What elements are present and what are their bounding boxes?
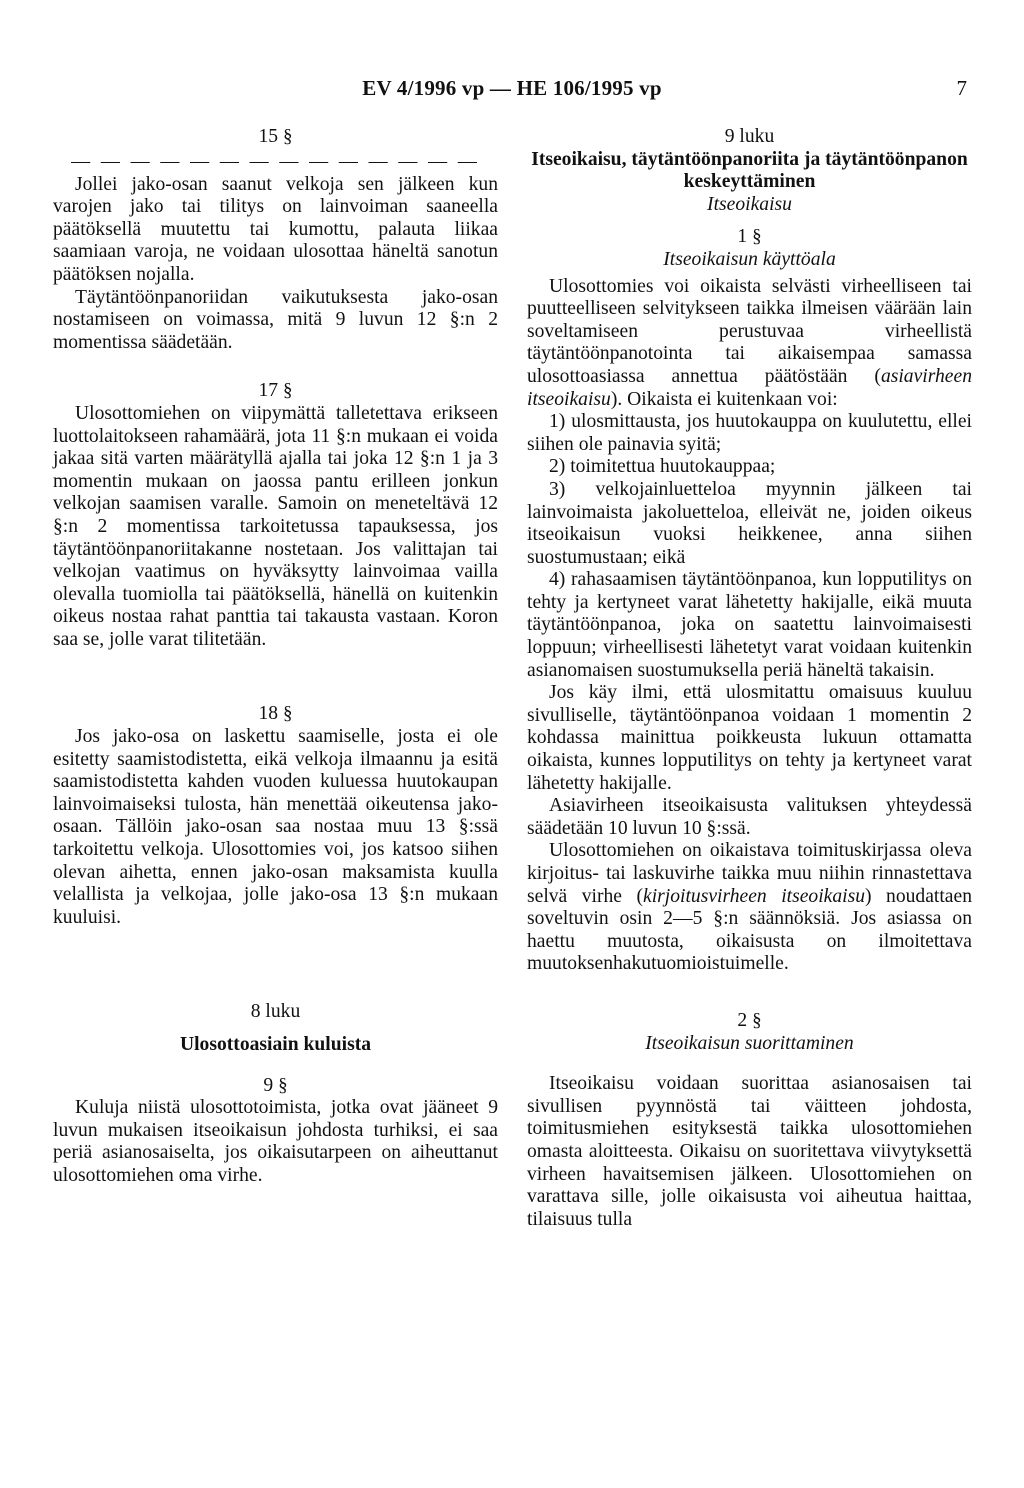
chapter-8-title: Ulosottoasiain kuluista [179,1034,372,1055]
list-item-2: 2) toimitettua huutokauppaa; [549,456,776,478]
section-1-paragraph-2: Jos käy ilmi, että ulosmitattu omaisuus kuuluu sivulliselle, täytäntöönpanoa voidaan 1 momentin 2 kohdassa mainittua poikkeusta lukuun ottamatta oikaista, kunnes lopputilitys on tehty ja kertyneet varat lähetetty hakijalle. [527,682,972,794]
paragraph-text: Ulosottomies voi oikaista selvästi virheelliseen tai puutteelliseen selvitykseen taikka ilmeisen väärään lain soveltamiseen perustuvaa virheellistä täytäntöönpanotointa tai aikaisempaa samassa ulosottoasiassa annettua päätöstään ( [527,275,972,387]
section-number: 18 [258,703,279,725]
section-number: 1 [737,226,748,248]
section-sign: § [283,380,293,402]
chapter-9-subtitle: Itseoikaisu [707,193,792,215]
section-sign: § [283,126,293,147]
section-17-heading [53,380,498,403]
section-sign: § [752,226,762,248]
paragraph-text: ). Oikaista ei kuitenkaan voi: [610,388,838,410]
section-1-paragraph-4 [527,840,972,976]
page-number: 7 [956,76,967,100]
section-number: 9 [263,1074,274,1096]
section-2-heading [527,1010,972,1033]
paragraph-text: Ulosottomiehen on oikaistava toimituskirjassa oleva kirjoitus- tai laskuvirhe taikka muu niihin rinnastettava selvä virhe ( [527,840,972,907]
chapter-8-label: 8 luku [250,1001,301,1023]
page-header [0,76,1024,106]
section-number: 15 [258,126,279,147]
section-1-paragraph-1 [527,276,972,412]
section-15-heading [53,126,498,149]
section-9-paragraph-1: Kuluja niistä ulosottotoimista, jotka ovat jääneet 9 luvun mukaisen itseoikaisun johdosta turhiksi, ei saa periä asianosaiselta, jos oikaisutarpeen on aiheuttanut ulosottomiehen oma virhe. [53,1097,498,1186]
list-item-1: 1) ulosmittausta, jos huutokauppa on kuulutettu, ellei siihen ole painavia syitä; [527,411,972,455]
paragraph-text: ) noudattaen soveltuvin osin 2—5 §:n säännöksiä. Jos asiassa on haettu muutosta, oikaisusta on ilmoitettava muutoksenhakutuomioistuimelle. [527,885,973,975]
left-column [53,126,498,1188]
header-title: EV 4/1996 vp — HE 106/1995 vp [362,76,662,100]
section-number: 2 [737,1009,748,1031]
section-sign: § [283,703,293,725]
section-9-heading [53,1075,498,1098]
right-column [527,126,972,1231]
section-number: 17 [258,380,279,402]
chapter-9-label: 9 luku [724,126,775,147]
list-item-3: 3) velkojainluetteloa myynnin jälkeen tai lainvoimaista jakoluetteloa, elleivät ne, joiden oikeus itseoikaisun vuoksi heikkenee, anna siihen suostumustaan; eikä [527,478,972,568]
section-2-paragraph-1: Itseoikaisu voidaan suorittaa asianosaisen tai sivullisen pyynnöstä tai väitteen johdosta, toimitusmiehen esityksestä taikka ulosottomiehen omasta aloitteesta. Oikaisu on suoritettava viivytyksettä virheen havaitsemisen jälkeen. Ulosottomiehen on varattava sille, jolle oikaisusta voi aiheutua haittaa, tilaisuus tulla [527,1073,972,1230]
section-18-paragraph-1: Jos jako-osa on laskettu saamiselle, josta ei ole esitetty saamistodistetta, eikä velkoja ilmaannu ja esitä saamistodistetta kahden vuoden kuluessa huutokaupan lainvoimaiseksi tulosta, hän menettää oikeutensa jako-osaan. Tällöin jako-osan saa nostaa muu 13 §:ssä tarkoitettu velkoja. Ulosottomies voi, jos katsoo siihen olevan aihetta, ennen jako-osan maksamista kuulla velallista ja velkojaa, jolle jako-osa 13 §:n mukaan kuuluisi. [53,726,498,928]
chapter-9-title: Itseoikaisu, täytäntöönpanoriita ja täytäntöönpanon keskeyttäminen [531,148,968,193]
section-sign: § [278,1074,288,1096]
section-2-title: Itseoikaisun suorittaminen [645,1032,854,1054]
section-1-paragraph-3: Asiavirheen itseoikaisusta valituksen yhteydessä säädetään 10 luvun 10 §:ssä. [527,795,972,839]
section-sign: § [752,1009,762,1031]
section-1-title: Itseoikaisun käyttöala [663,248,836,270]
omission-dashes: — — — — — — — — — — — — — — [71,150,480,172]
section-15-paragraph-1: Jollei jako-osan saanut velkoja sen jälkeen kun varojen jako tai tilitys on lainvoiman saaneella päätöksellä muutettu tai kumottu, palauta liikaa saamiaan varoja, ne voidaan ulosottaa häneltä sanotun päätöksen nojalla. [53,173,498,285]
defined-term: asiavirheen itseoikaisu [527,365,972,410]
section-17-paragraph-1: Ulosottomiehen on viipymättä talletettava erikseen luottolaitokseen rahamäärä, jota 11 §:n mukaan ei voida jakaa sitä varten määrätyllä ajalla tai joka 12 §:n 1 ja 3 momentin mukaan on jaossa pantu erilleen jonkun velkojan saamisen varalle. Samoin on meneteltävä 12 §:n 2 momentissa tarkoitetussa tapauksessa, jos täytäntöönpanoriitakanne nostetaan. Jos valittajan tai velkojan vaatimus on hyväksytty lainvoimaa vailla olevalla tuomiolla tai päätöksellä, hänellä on kuitenkin oikeus nostaa rahat panttia tai takausta vastaan. Koron saa se, jolle varat tilitetään. [53,402,498,650]
defined-term: kirjoitusvirheen itseoikaisu [643,885,866,907]
list-item-4: 4) rahasaamisen täytäntöönpanoa, kun lopputilitys on tehty ja kertyneet varat lähetetty hakijalle, eikä muuta täytäntöönpanoa, joka on saatettu lainvoimaisesti loppuun; virheellisesti lähetetyt varat voidaan kuitenkin asianomaisen suostumuksella periä häneltä takaisin. [527,569,972,681]
section-18-heading [53,703,498,726]
section-15-paragraph-2: Täytäntöönpanoriidan vaikutuksesta jako-osan nostamiseen on voimassa, mitä 9 luvun 12 §:n 2 momentissa säädetään. [53,286,498,353]
section-1-heading [527,226,972,249]
